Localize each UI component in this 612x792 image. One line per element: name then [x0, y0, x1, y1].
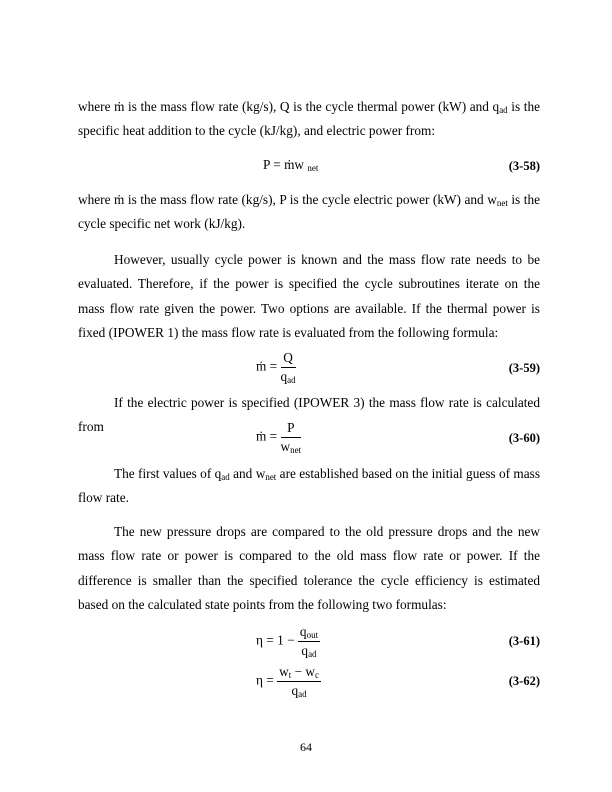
paragraph-first-values: The first values of $q_{ad}$ and $w_{net}$ are established based on the initial guess of mass flow rate. — [78, 466, 540, 506]
equation-3-58: P = ṁw $_{net}$ — [263, 157, 319, 173]
equation-number-3-59: (3-59) — [508, 361, 540, 375]
paragraph-mass-flow-definition: where ṁ is the mass flow rate (kg/s), Q is the cycle thermal power (kW) and $q_{ad}$ is the specific heat addition to the cycle (kJ/kg), and electric power from: — [78, 99, 540, 139]
equation-3-59: ṁ = $\frac{Q}{q_{ad}}$ — [256, 350, 296, 385]
equation-3-61: η = 1 − $\frac{q_{out}}{q_{ad}}$ — [256, 624, 319, 659]
paragraph-power-definition: where ṁ is the mass flow rate (kg/s), P is the cycle electric power (kW) and $w_{net}$ is the cycle specific net work (kJ/kg). — [78, 192, 541, 232]
equation-number-3-60: (3-60) — [508, 431, 540, 445]
paragraph-power-known: However, usually cycle power is known and the mass flow rate needs to be evaluated. Therefore, if the power is specified the cycle subroutines iterate on the mass flow rate given the power. Two options are available. If the thermal power is fixed (IPOWER 1) the mass flow rate is evaluated from the following formula: — [78, 252, 540, 341]
equation-number-3-58: (3-58) — [508, 159, 540, 173]
equation-3-62: η = $\frac{w_t - w_c}{q_{ad}}$ — [256, 664, 319, 699]
paragraph-pressure-drops: The new pressure drops are compared to the old pressure drops and the new mass flow rate or power is compared to the old mass flow rate or power. If the difference is smaller than the specified tolerance the cycle efficiency is estimated based on the calculated state points from the following two formulas: — [78, 524, 540, 613]
paragraph-electric-power: If the electric power is specified (IPOWER 3) the mass flow rate is calculated from — [78, 395, 540, 435]
page-number: 64 — [300, 740, 312, 754]
equation-number-3-62: (3-62) — [508, 674, 540, 688]
equation-3-60: ṁ = $\frac{P}{w_{net}}$ — [256, 420, 302, 455]
equation-number-3-61: (3-61) — [508, 634, 540, 648]
